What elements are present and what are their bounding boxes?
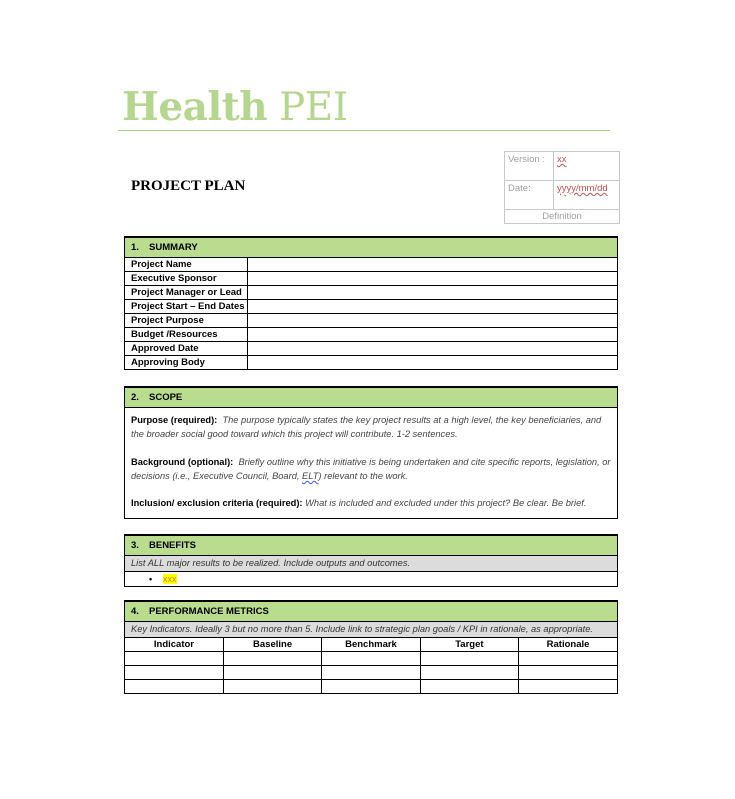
table-row xyxy=(125,680,617,694)
version-box xyxy=(504,151,620,224)
table-cell[interactable] xyxy=(223,680,321,694)
row-label: Project Start – End Dates xyxy=(125,300,247,314)
table-header-row xyxy=(125,638,617,652)
header-rule xyxy=(118,130,610,131)
scope-section xyxy=(124,386,618,519)
date-label: Date: xyxy=(505,181,554,210)
approved-date-field[interactable] xyxy=(247,342,617,356)
table-cell[interactable] xyxy=(519,666,617,680)
table-cell[interactable] xyxy=(519,680,617,694)
project-purpose-field[interactable] xyxy=(247,314,617,328)
column-header-indicator: Indicator xyxy=(125,638,223,652)
scope-body[interactable] xyxy=(125,408,617,517)
project-dates-field[interactable] xyxy=(247,300,617,314)
table-cell[interactable] xyxy=(223,652,321,666)
table-row xyxy=(125,342,617,356)
column-header-baseline: Baseline xyxy=(223,638,321,652)
table-cell[interactable] xyxy=(223,666,321,680)
version-label: Version : xyxy=(505,152,554,181)
table-row xyxy=(125,286,617,300)
benefits-section xyxy=(124,534,618,587)
approving-body-field[interactable] xyxy=(247,356,617,370)
table-row xyxy=(125,300,617,314)
summary-heading: 1. SUMMARY xyxy=(125,236,617,258)
health-pei-logo: Health PEI xyxy=(122,84,348,130)
table-row xyxy=(125,314,617,328)
table-row xyxy=(125,356,617,370)
table-row xyxy=(125,272,617,286)
scope-heading: 2. SCOPE xyxy=(125,386,617,408)
purpose-paragraph: Purpose (required): The purpose typically states the key project results at a high level, the key beneficiaries, and the broader social good toward which this project will contribute. 1-2 sentences. xyxy=(131,415,602,439)
column-header-benchmark: Benchmark xyxy=(322,638,420,652)
column-header-rationale: Rationale xyxy=(519,638,617,652)
budget-field[interactable] xyxy=(247,328,617,342)
performance-metrics-heading: 4. PERFORMANCE METRICS xyxy=(125,600,617,622)
definition-label: Definition xyxy=(505,210,620,224)
row-label: Budget /Resources xyxy=(125,328,247,342)
benefits-instruction: List ALL major results to be realized. Include outputs and outcomes. xyxy=(125,556,617,572)
list-item[interactable]: • xxx xyxy=(149,574,177,584)
table-cell[interactable] xyxy=(519,652,617,666)
row-label: Project Purpose xyxy=(125,314,247,328)
background-paragraph: Background (optional): Briefly outline why this initiative is being undertaken and cite specific reports, legislation, or decisions (i.e., Executive Council, Board, ELT) relevant to the work. xyxy=(131,457,611,481)
project-manager-field[interactable] xyxy=(247,286,617,300)
summary-table xyxy=(125,258,617,369)
table-cell[interactable] xyxy=(420,666,518,680)
row-label: Executive Sponsor xyxy=(125,272,247,286)
table-cell[interactable] xyxy=(125,666,223,680)
date-value[interactable]: yyyy/mm/dd xyxy=(554,181,620,210)
table-row xyxy=(125,328,617,342)
row-label: Project Manager or Lead xyxy=(125,286,247,300)
summary-section xyxy=(124,236,618,370)
row-label: Approved Date xyxy=(125,342,247,356)
table-row xyxy=(125,652,617,666)
executive-sponsor-field[interactable] xyxy=(247,272,617,286)
table-cell[interactable] xyxy=(420,652,518,666)
table-cell[interactable] xyxy=(322,652,420,666)
metrics-table xyxy=(125,638,617,693)
row-label: Project Name xyxy=(125,258,247,272)
document-title: PROJECT PLAN xyxy=(131,178,246,194)
version-value[interactable]: xx xyxy=(554,152,620,181)
table-cell[interactable] xyxy=(125,652,223,666)
column-header-target: Target xyxy=(420,638,518,652)
benefits-heading: 3. BENEFITS xyxy=(125,534,617,556)
table-cell[interactable] xyxy=(125,680,223,694)
table-cell[interactable] xyxy=(322,680,420,694)
performance-metrics-section xyxy=(124,600,618,694)
project-name-field[interactable] xyxy=(247,258,617,272)
table-row xyxy=(125,666,617,680)
table-cell[interactable] xyxy=(420,680,518,694)
row-label: Approving Body xyxy=(131,357,205,368)
table-row xyxy=(125,258,617,272)
inclusion-paragraph: Inclusion/ exclusion criteria (required): What is included and excluded under this project? Be clear. Be brief. xyxy=(131,498,587,508)
metrics-instruction: Key Indicators. Ideally 3 but no more than 5. Include link to strategic plan goals / KPI in rationale, as appropriate. xyxy=(125,622,617,638)
table-cell[interactable] xyxy=(322,666,420,680)
